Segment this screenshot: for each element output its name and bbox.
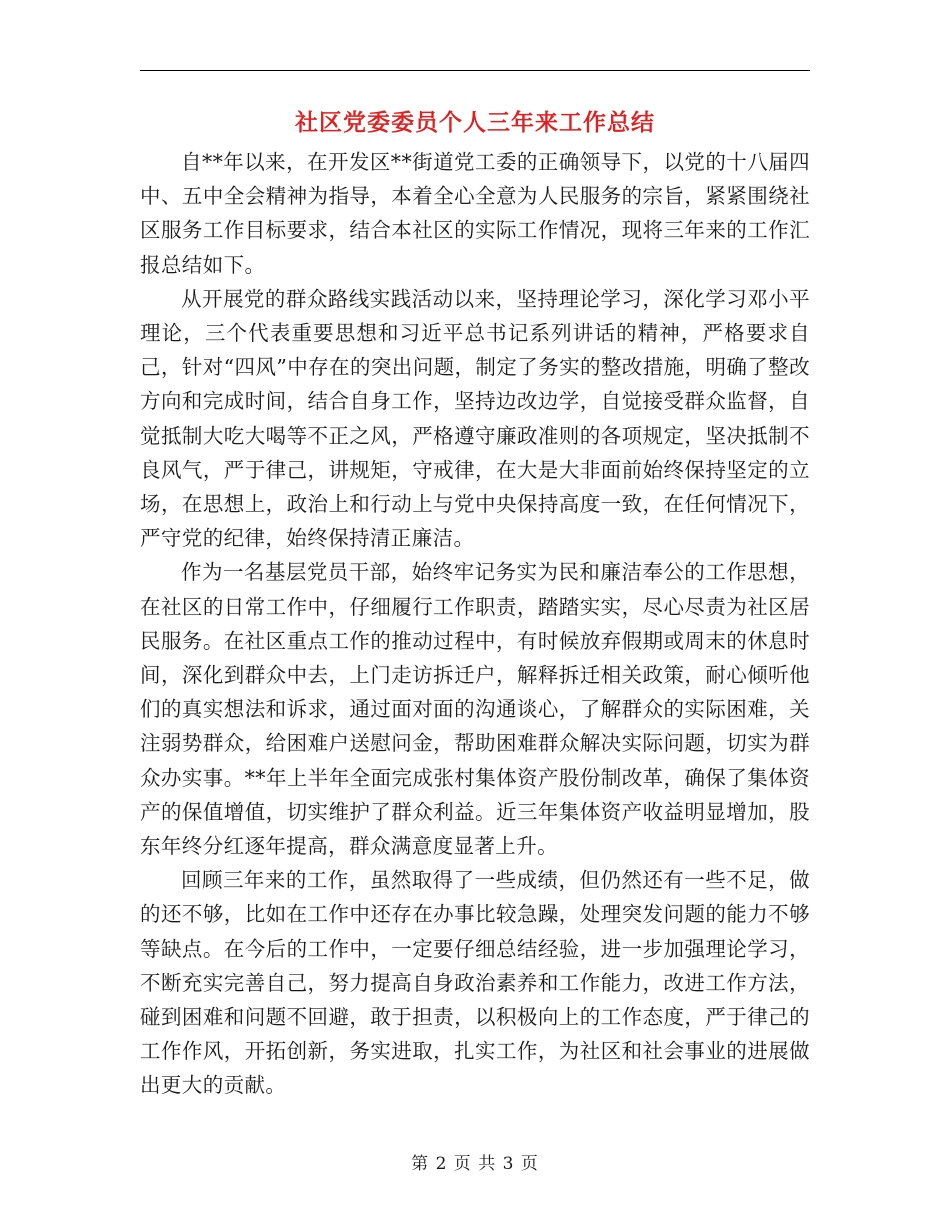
header-rule: [140, 70, 810, 71]
paragraph-3: 作为一名基层党员干部，始终牢记务实为民和廉洁奉公的工作思想，在社区的日常工作中，仔细履行工作职责，踏踏实实，尽心尽责为社区居民服务。在社区重点工作的推动过程中，有时候放弃假期或周末的休息时间，深化到群众中去，上门走访拆迁户，解释拆迁相关政策，耐心倾听他们的真实想法和诉求，通过面对面的沟通谈心，了解群众的实际困难，关注弱势群众，给困难户送慰问金，帮助困难群众解决实际问题，切实为群众办实事。**年上半年全面完成张村集体资产股份制改革，确保了集体资产的保值增值，切实维护了群众利益。近三年集体资产收益明显增加，股东年终分红逐年提高，群众满意度显著上升。: [140, 560, 810, 859]
paragraph-4: 回顾三年来的工作，虽然取得了一些成绩，但仍然还有一些不足，做的还不够，比如在工作中还存在办事比较急躁，处理突发问题的能力不够等缺点。在今后的工作中，一定要仔细总结经验，进一步加强理论学习，不断充实完善自己，努力提高自身政治素养和工作能力，改进工作方法，碰到困难和问题不回避，敢于担责，以积极向上的工作态度，严于律己的工作作风，开拓创新，务实进取，扎实工作，为社区和社会事业的进展做出更大的贡献。: [140, 868, 810, 1098]
paragraph-1: 自**年以来，在开发区**街道党工委的正确领导下，以党的十八届四中、五中全会精神为指导，本着全心全意为人民服务的宗旨，紧紧围绕社区服务工作目标要求，结合本社区的实际工作情况，现将三年来的工作汇报总结如下。: [140, 150, 810, 277]
paragraph-2: 从开展党的群众路线实践活动以来，坚持理论学习，深化学习邓小平理论，三个代表重要思想和习近平总书记系列讲话的精神，严格要求自己，针对“四风”中存在的突出问题，制定了务实的整改措施，明确了整改方向和完成时间，结合自身工作，坚持边改边学，自觉接受群众监督，自觉抵制大吃大喝等不正之风，严格遵守廉政准则的各项规定，坚决抵制不良风气，严于律己，讲规矩，守戒律，在大是大非面前始终保持坚定的立场，在思想上，政治上和行动上与党中央保持高度一致，在任何情况下，严守党的纪律，始终保持清正廉洁。: [140, 286, 810, 551]
document-title: 社区党委委员个人三年来工作总结: [295, 109, 655, 136]
document-body: [140, 145, 810, 1103]
page-number-footer: 第 2 页 共 3 页: [411, 1154, 539, 1174]
